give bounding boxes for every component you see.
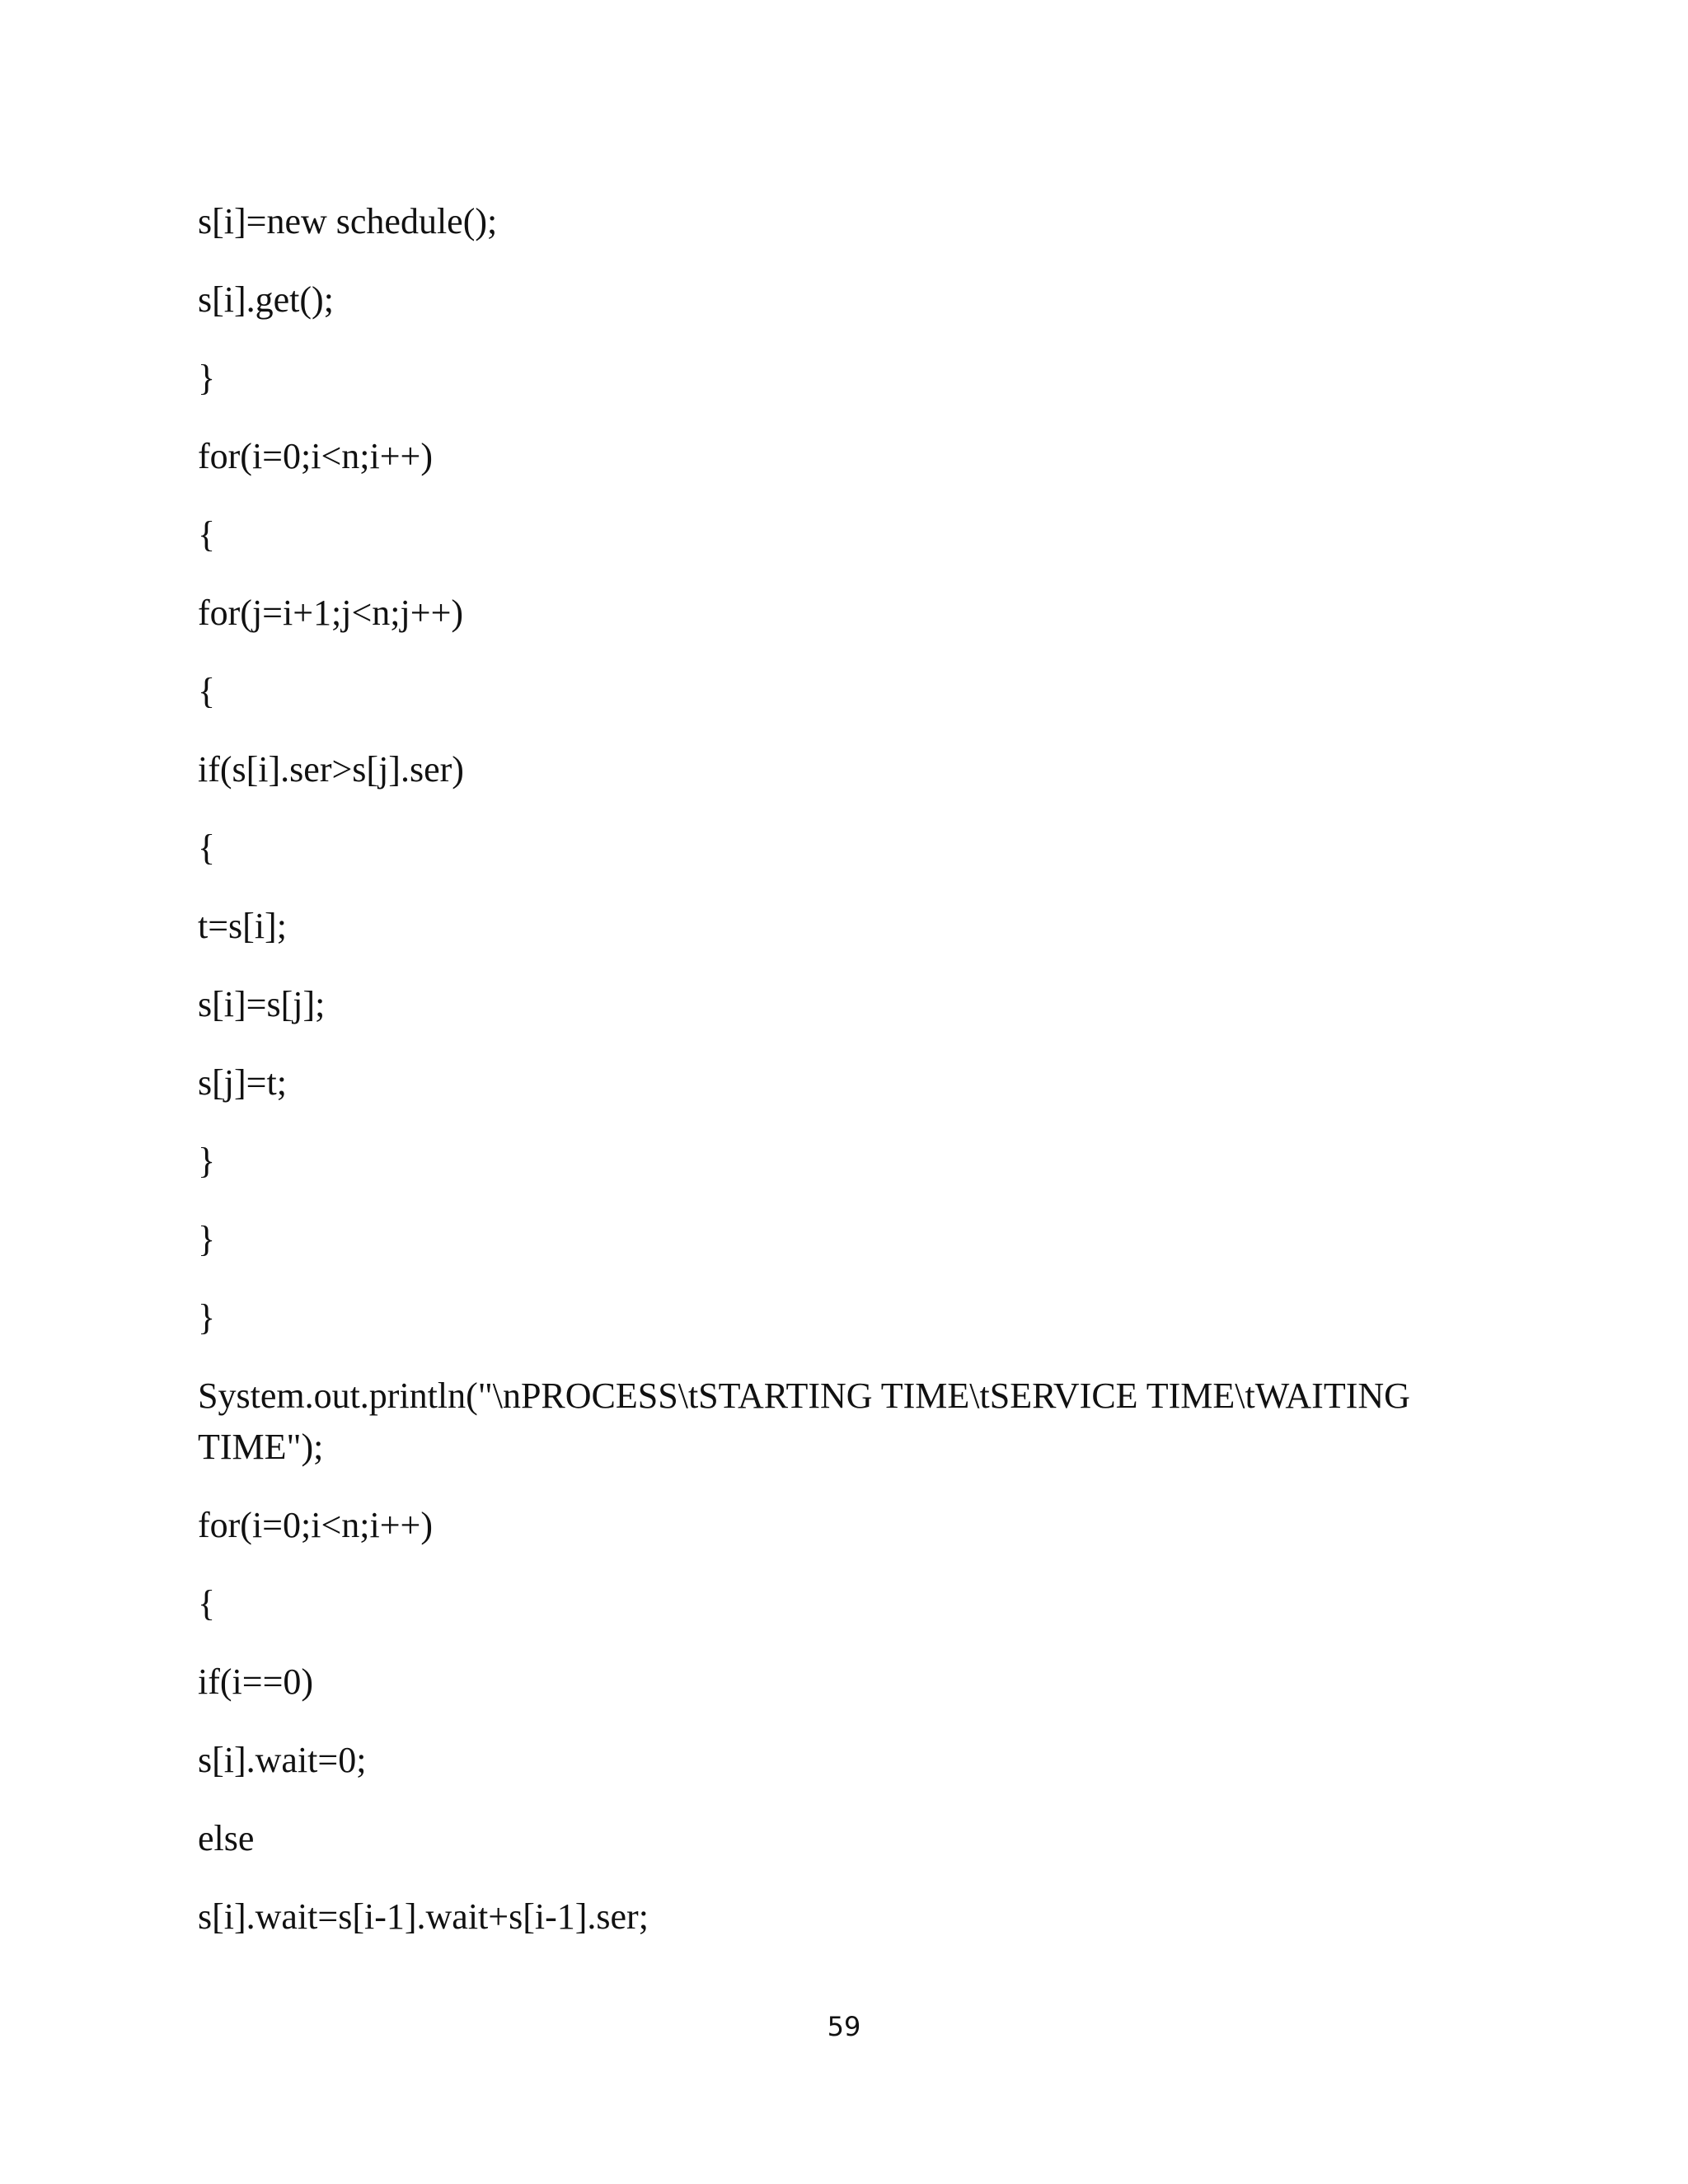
code-line: } <box>198 1297 216 1338</box>
code-line: s[j]=t; <box>198 1062 287 1103</box>
code-line: { <box>198 514 216 555</box>
code-line: } <box>198 1219 216 1259</box>
code-line: } <box>198 1141 216 1181</box>
code-line: s[i]=new schedule(); <box>198 201 498 241</box>
code-line: { <box>198 1583 216 1624</box>
code-line: s[i].get(); <box>198 279 334 320</box>
code-line: { <box>198 671 216 711</box>
page-number: 59 <box>827 2011 861 2042</box>
code-line: { <box>198 827 216 868</box>
code-line: if(s[i].ser>s[j].ser) <box>198 749 464 790</box>
code-line: s[i].wait=0; <box>198 1740 367 1780</box>
code-line: for(i=0;i<n;i++) <box>198 436 433 476</box>
code-line: } <box>198 358 216 398</box>
code-line: t=s[i]; <box>198 906 287 946</box>
code-line: System.out.println("\nPROCESS\tSTARTING TIME\tSERVICE TIME\tWAITING TIME"); <box>198 1376 1410 1467</box>
code-line: for(j=i+1;j<n;j++) <box>198 593 464 633</box>
code-line: for(i=0;i<n;i++) <box>198 1505 433 1545</box>
code-line: s[i]=s[j]; <box>198 984 326 1024</box>
code-line: s[i].wait=s[i-1].wait+s[i-1].ser; <box>198 1896 649 1937</box>
code-line: else <box>198 1818 255 1858</box>
code-line: if(i==0) <box>198 1661 314 1702</box>
code-block <box>198 196 1517 1970</box>
